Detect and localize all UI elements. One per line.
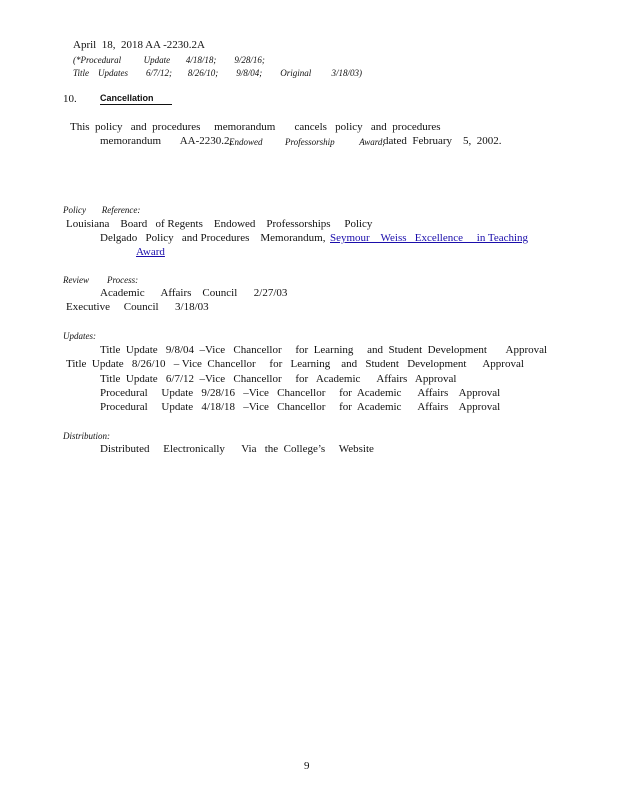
cancellation-line-2a: memorandum AA-2230.2,: [100, 135, 233, 147]
section-title-underline: [100, 104, 172, 105]
distribution-line-1: Distributed Electronically Via the College’s Website: [100, 443, 374, 455]
review-process-line-1: Academic Affairs Council 2/27/03: [100, 287, 288, 299]
update-line: Title Update 6/7/12 –Vice Chancellor for Academic Affairs Approval: [100, 373, 457, 385]
document-header-date: April 18, 2018 AA -2230.2A: [73, 39, 205, 51]
review-process-label: Review Process:: [63, 275, 139, 285]
document-header-procedural-updates: (*Procedural Update 4/18/18; 9/28/16;: [73, 55, 265, 65]
cancellation-line-2b: Endowed Professorship Award,: [229, 137, 385, 147]
document-header-title-updates: Title Updates 6/7/12; 8/26/10; 9/8/04; Original 3/18/03): [73, 68, 362, 78]
update-line: Procedural Update 9/28/16 –Vice Chancellor for Academic Affairs Approval: [100, 387, 501, 399]
policy-reference-line-1: Louisiana Board of Regents Endowed Professorships Policy: [66, 218, 373, 230]
section-number: 10.: [63, 93, 77, 105]
update-line: Title Update 8/26/10 – Vice Chancellor for Learning and Student Development Approval: [66, 358, 524, 370]
review-process-line-2: Executive Council 3/18/03: [66, 301, 209, 313]
section-title: Cancellation: [100, 93, 154, 103]
cancellation-line-2c: dated February 5, 2002.: [383, 135, 502, 147]
policy-reference-line-2: Delgado Policy and Procedures Memorandum,: [100, 232, 326, 244]
update-line: Title Update 9/8/04 –Vice Chancellor for Learning and Student Development Approval: [100, 344, 548, 356]
cancellation-line-1: This policy and procedures memorandum cancels policy and procedures: [70, 121, 441, 133]
seymour-weiss-award-link-continuation[interactable]: Award: [136, 246, 165, 258]
update-line: Procedural Update 4/18/18 –Vice Chancellor for Academic Affairs Approval: [100, 401, 501, 413]
seymour-weiss-award-link[interactable]: Seymour Weiss Excellence in Teaching: [330, 232, 529, 244]
distribution-label: Distribution:: [63, 431, 111, 441]
page-number: 9: [304, 760, 310, 772]
updates-label: Updates:: [63, 331, 96, 341]
policy-reference-label: Policy Reference:: [63, 205, 141, 215]
